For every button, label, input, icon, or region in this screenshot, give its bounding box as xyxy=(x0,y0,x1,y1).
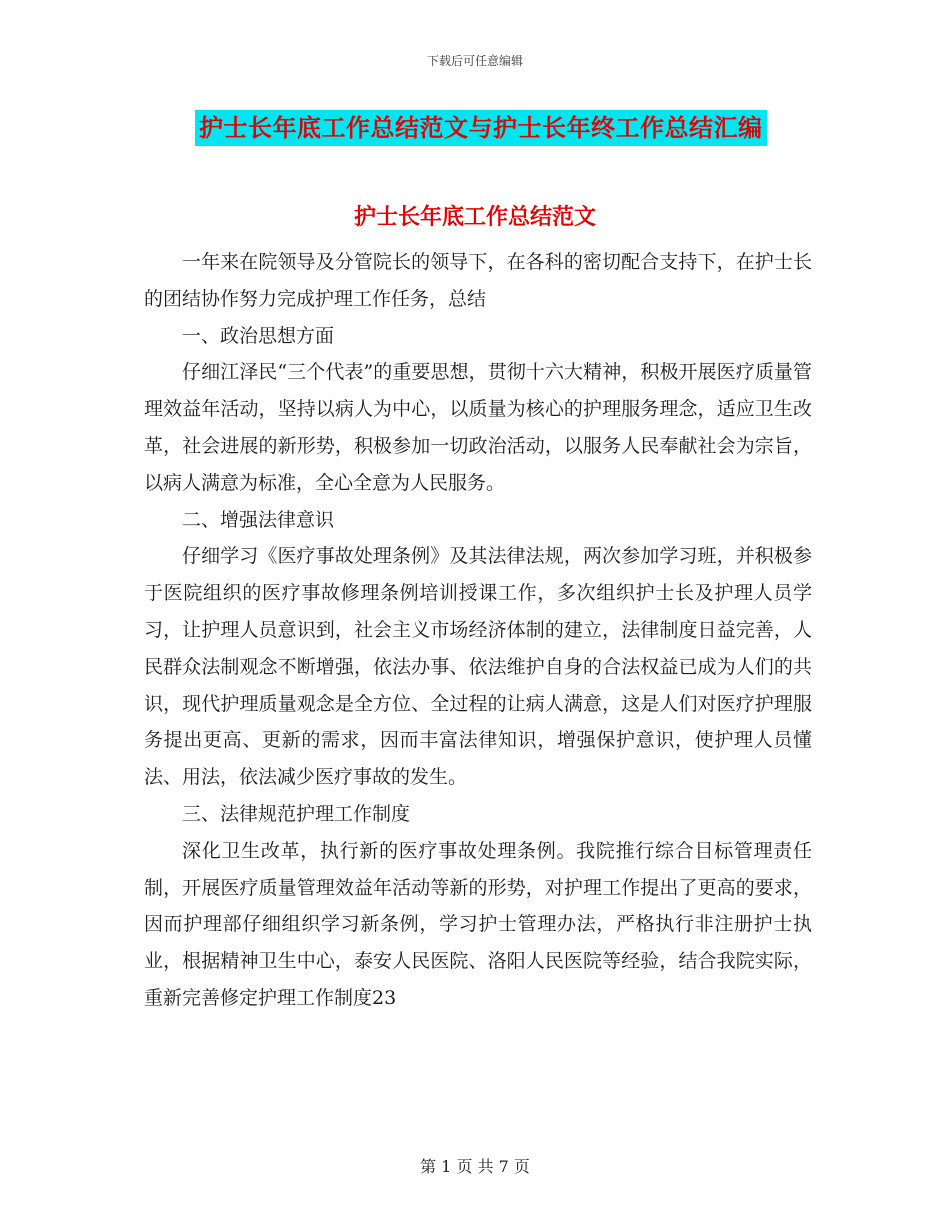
document-title: 护士长年底工作总结范文与护士长年终工作总结汇编 xyxy=(199,114,763,142)
paragraph-work-system: 深化卫生改革，执行新的医疗事故处理条例。我院推行综合目标管理责任制，开展医疗质量管理效益年活动等新的形势，对护理工作提出了更高的要求，因而护理部仔细组织学习新条例，学习护士管理办法，严格执行非注册护士执业，根据精神卫生中心，泰安人民医院、洛阳人民医院等经验，结合我院实际，重新完善修定护理工作制度23 xyxy=(144,839,812,1009)
heading-legal-awareness: 二、增强法律意识 xyxy=(182,508,335,531)
paragraph-intro: 一年来在院领导及分管院长的领导下，在各科的密切配合支持下，在护士长的团结协作努力完成护理工作任务，总结 xyxy=(144,251,812,310)
heading-work-system: 三、法律规范护理工作制度 xyxy=(182,802,411,825)
page-header-note: 下载后可任意编辑 xyxy=(426,54,523,68)
heading-political-thought: 一、政治思想方面 xyxy=(182,324,335,347)
paragraph-legal-awareness: 仔细学习《医疗事故处理条例》及其法律法规，两次参加学习班，并积极参于医院组织的医疗事故修理条例培训授课工作，多次组织护士长及护理人员学习，让护理人员意识到，社会主义市场经济体制的建立，法律制度日益完善，人民群众法制观念不断增强，依法办事、依法维护自身的合法权益已成为人们的共识，现代护理质量观念是全方位、全过程的让病人满意，这是人们对医疗护理服务提出更高、更新的需求，因而丰富法律知识，增强保护意识，使护理人员懂法、用法，依法减少医疗事故的发生。 xyxy=(144,545,812,789)
page-number: 第 1 页 共 7 页 xyxy=(420,1157,530,1176)
paragraph-political-thought: 仔细江泽民“三个代表”的重要思想，贯彻十六大精神，积极开展医疗质量管理效益年活动，坚持以病人为中心，以质量为核心的护理服务理念，适应卫生改革，社会进展的新形势，积极参加一切政治活动，以服务人民奉献社会为宗旨，以病人满意为标准，全心全意为人民服务。 xyxy=(144,361,812,494)
document-title-highlight xyxy=(195,110,767,146)
document-body xyxy=(144,244,812,1017)
section-title: 护士长年底工作总结范文 xyxy=(353,205,596,230)
